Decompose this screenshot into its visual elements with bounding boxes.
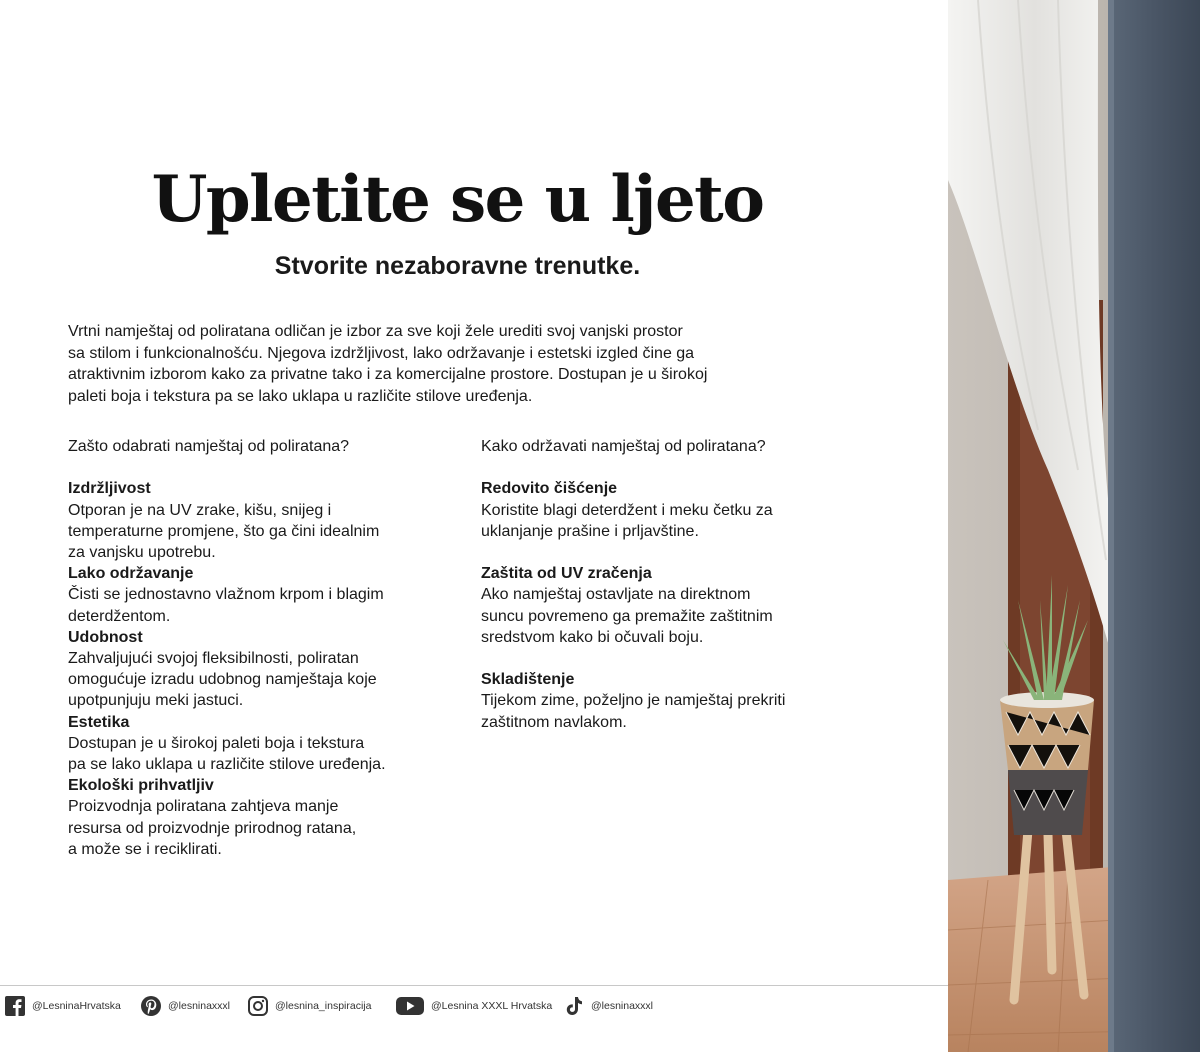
care-item-line: Ako namještaj ostavljate na direktnom	[481, 586, 751, 604]
why-item-line: a može se i reciklirati.	[68, 840, 222, 858]
why-item-title: Udobnost	[68, 628, 143, 646]
care-item	[481, 478, 881, 542]
why-item-line: Otporan je na UV zrake, kišu, snijeg i	[68, 501, 332, 519]
care-item-line: uklanjanje prašine i prljavštine.	[481, 522, 699, 540]
pinterest-handle: @lesninaxxxl	[168, 1000, 231, 1012]
why-item-line: upotpunjuju meki jastuci.	[68, 692, 244, 710]
instagram-icon	[247, 995, 269, 1017]
care-item	[481, 563, 881, 648]
facebook-handle: @LesninaHrvatska	[32, 1000, 121, 1012]
why-item-line: Zahvaljujući svojoj fleksibilnosti, poliratan	[68, 650, 359, 668]
care-item-line: sredstvom kako bi očuvali boju.	[481, 628, 704, 646]
intro-line: Vrtni namještaj od poliratana odličan je izbor za sve koji žele urediti svoj vanjski prostor	[68, 323, 683, 340]
page-subtitle: Stvorite nezaboravne trenutke.	[274, 252, 641, 280]
terrace-photo	[948, 0, 1200, 1052]
care-item-line: suncu povremeno ga premažite zaštitnim	[481, 607, 773, 625]
care-item-line: zaštitnom navlakom.	[481, 713, 627, 731]
care-item-title: Skladištenje	[481, 671, 575, 689]
care-item-line: Koristite blagi deterdžent i meku četku za	[481, 501, 773, 519]
facebook-icon	[4, 995, 26, 1017]
why-column	[68, 436, 463, 860]
pinterest-icon	[140, 995, 162, 1017]
why-item-title: Ekološki prihvatljiv	[68, 777, 214, 795]
care-item-line: Tijekom zime, poželjno je namještaj prekriti	[481, 692, 786, 710]
tiktok-handle: @lesninaxxxl	[591, 1000, 654, 1012]
intro-line: sa stilom i funkcionalnošću. Njegova izdržljivost, lako održavanje i estetski izgled čine ga	[68, 344, 695, 362]
tiktok-link[interactable]	[563, 994, 653, 1018]
care-item-title: Zaštita od UV zračenja	[481, 565, 652, 583]
why-item-line: omogućuje izradu udobnog namještaja koje	[68, 671, 377, 689]
why-item-line: deterdžentom.	[68, 607, 171, 625]
intro-line: atraktivnim izborom kako za privatne tako i za komercijalne prostore. Dostupan je u širokoj	[68, 366, 708, 383]
why-question: Zašto odabrati namještaj od poliratana?	[68, 438, 350, 455]
footer-divider	[0, 985, 948, 986]
why-item-title: Lako održavanje	[68, 565, 194, 583]
instagram-link[interactable]	[247, 994, 371, 1018]
why-item-line: temperaturne promjene, što ga čini idealnim	[68, 522, 380, 540]
tiktok-icon	[563, 995, 585, 1017]
page-title: Upletite se u ljeto	[151, 162, 764, 237]
why-item-line: resursa od proizvodnje prirodnog ratana,	[68, 819, 357, 837]
intro-line: paleti boja i tekstura pa se lako uklapa u različite stilove uređenja.	[68, 387, 533, 405]
youtube-handle: @Lesnina XXXL Hrvatska	[431, 1000, 553, 1012]
care-question: Kako održavati namještaj od poliratana?	[481, 438, 766, 455]
youtube-link[interactable]	[395, 994, 552, 1018]
care-column	[481, 436, 881, 754]
instagram-handle: @lesnina_inspiracija	[275, 1000, 372, 1012]
care-item	[481, 669, 881, 733]
intro-paragraph	[68, 321, 828, 407]
why-item-title: Izdržljivost	[68, 480, 151, 498]
why-item-line: Dostupan je u širokoj paleti boja i tekstura	[68, 734, 365, 752]
care-item-title: Redovito čišćenje	[481, 480, 618, 498]
why-item-line: Čisti se jednostavno vlažnom krpom i blagim	[68, 586, 384, 604]
why-item-line: pa se lako uklapa u različite stilove uređenja.	[68, 756, 386, 774]
why-item-title: Estetika	[68, 713, 130, 731]
youtube-icon	[395, 995, 425, 1017]
why-item-line: za vanjsku upotrebu.	[68, 544, 216, 561]
pinterest-link[interactable]	[140, 994, 230, 1018]
why-item-line: Proizvodnja poliratana zahtjeva manje	[68, 798, 339, 816]
facebook-link[interactable]	[4, 994, 121, 1018]
